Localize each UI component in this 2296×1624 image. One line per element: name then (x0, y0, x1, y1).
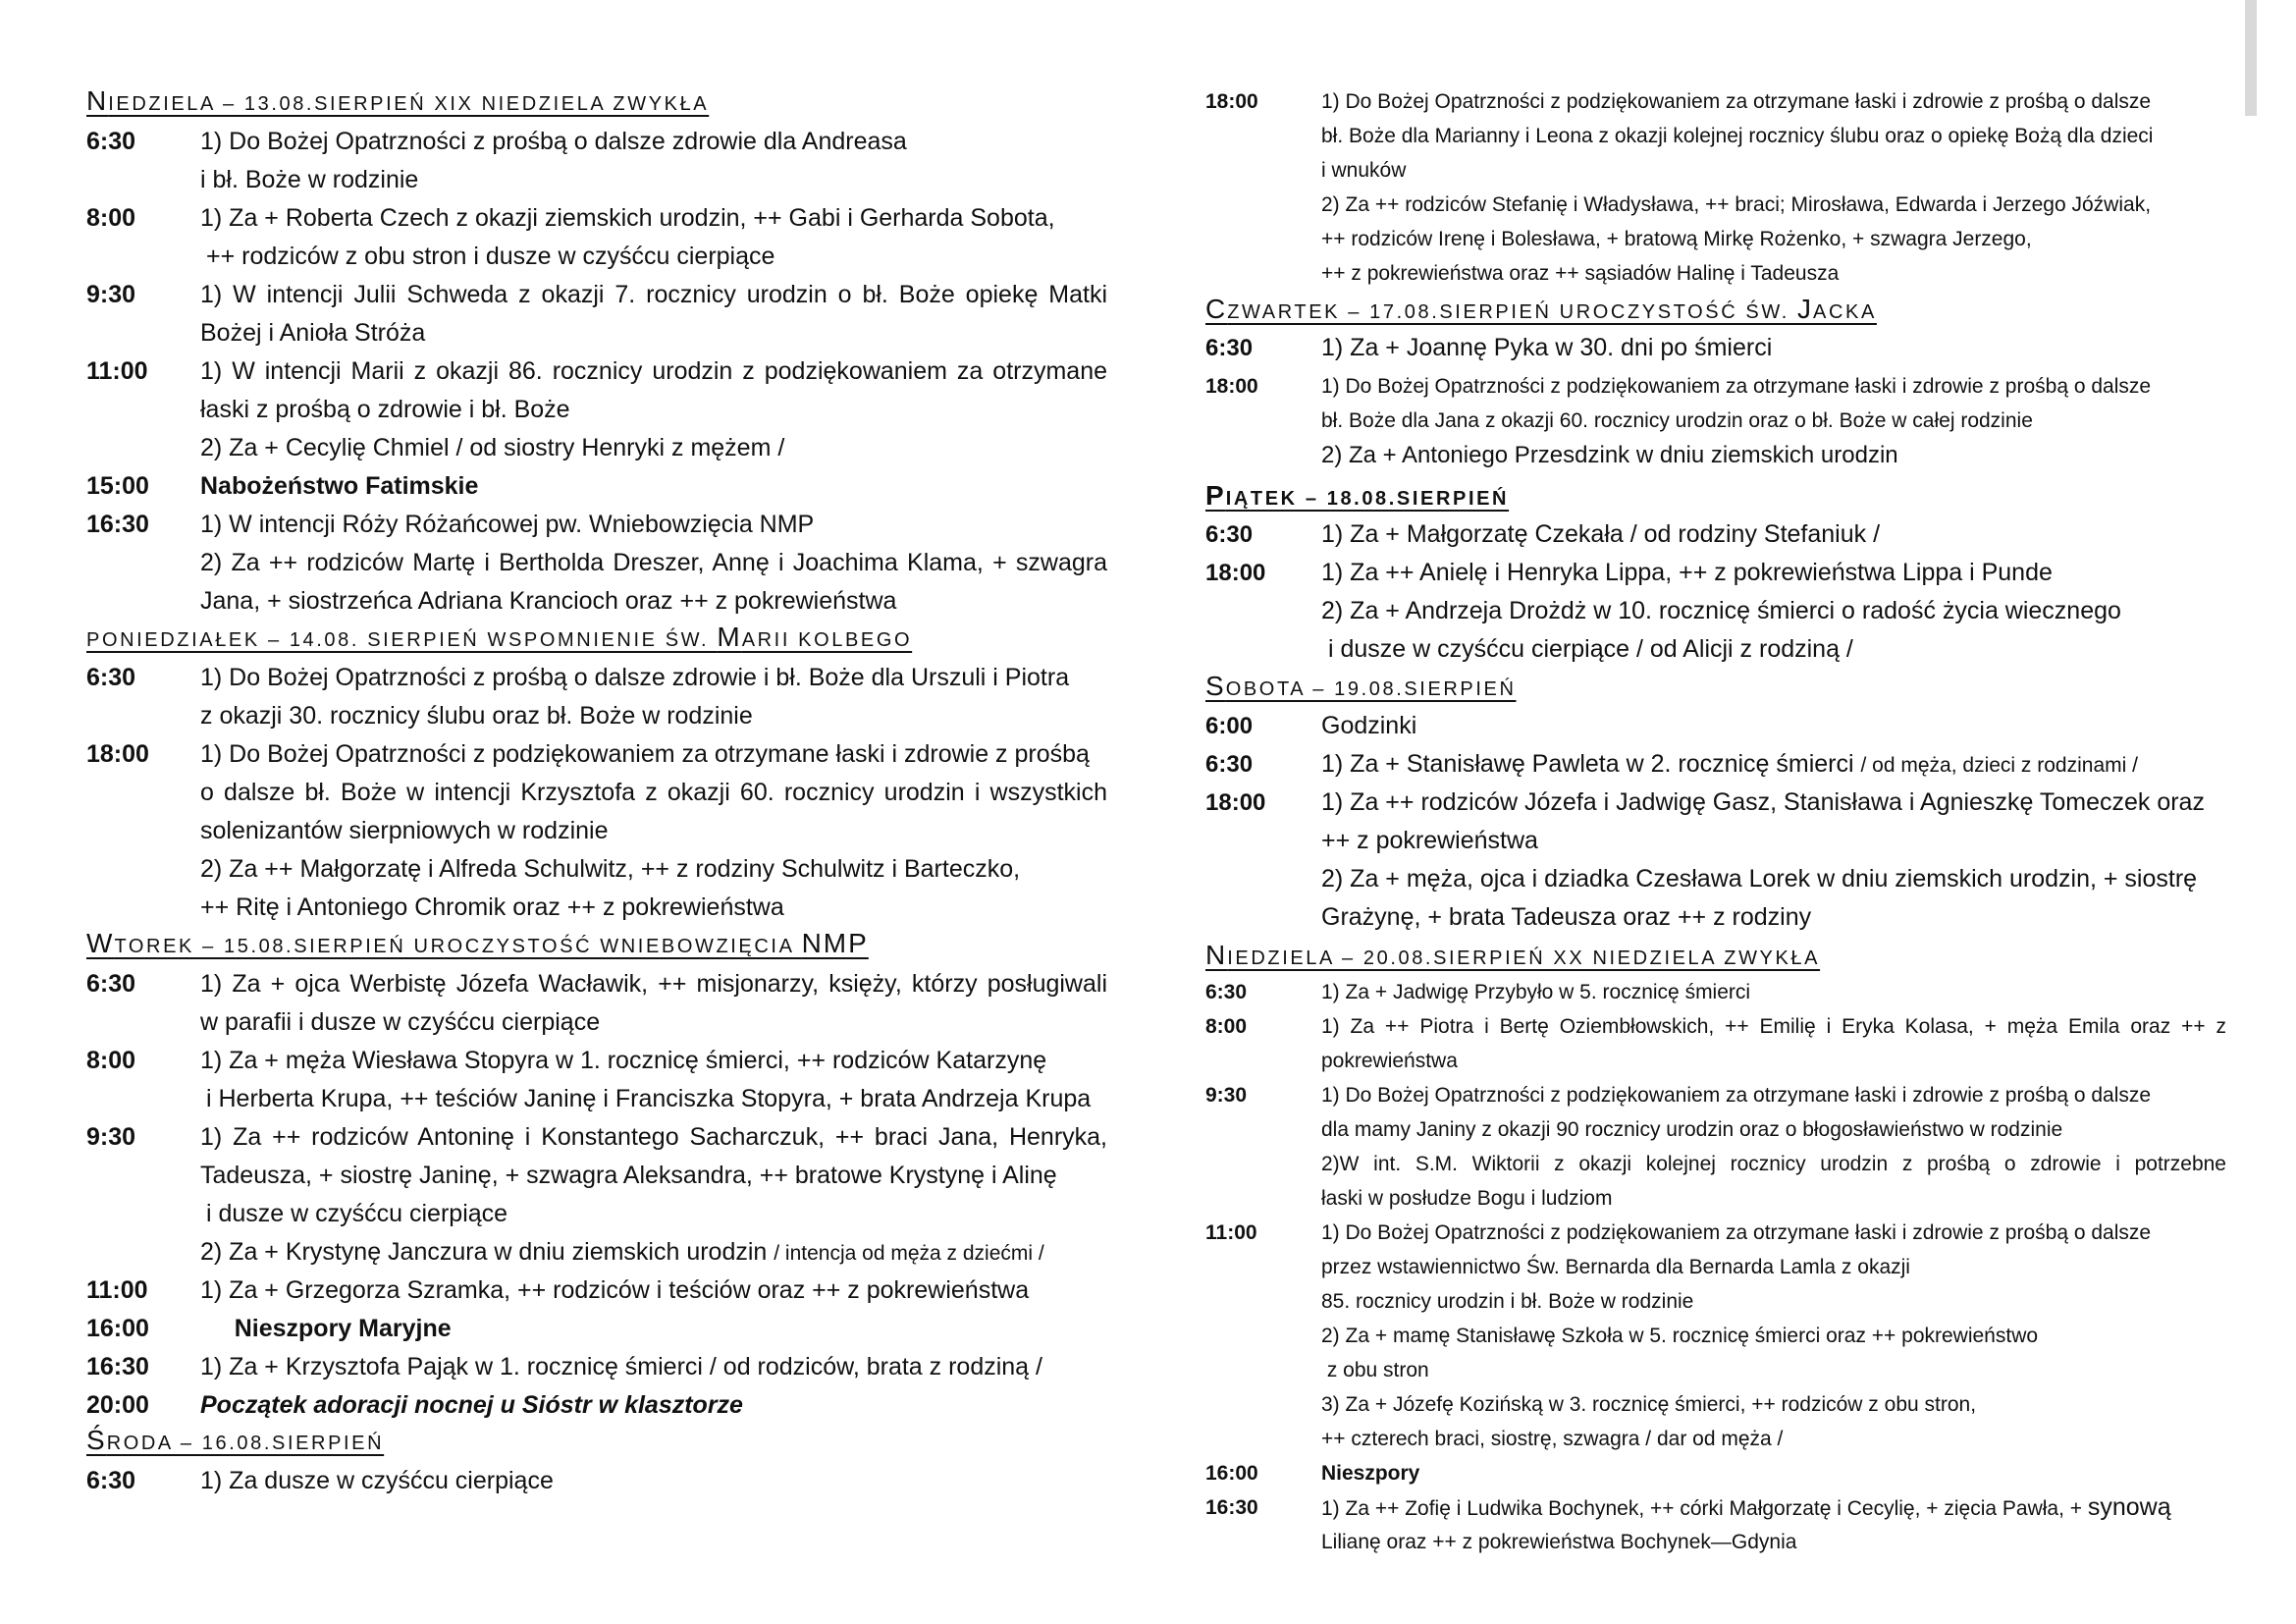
mass-time: 6:30 (1205, 751, 1254, 778)
intention-line: w parafii i dusze w czyśćcu cierpiące (200, 1008, 601, 1036)
service-name: Nieszpory Maryjne (200, 1315, 452, 1342)
day-heading-saturday-19: SOBOTA – 19.08.SIERPIEŃ (1205, 671, 1517, 701)
service-name: Początek adoracji nocnej u Sióstr w klasztorze (200, 1391, 743, 1419)
intention-line: przez wstawiennictwo Św. Bernarda dla Bernarda Lamla z okazji (1321, 1256, 1910, 1278)
intention-line: 2)W int. S.M. Wiktorii z okazji kolejnej rocznicy urodzin z prośbą o zdrowie i potrzebne (1321, 1153, 2226, 1175)
mass-time: 11:00 (1205, 1221, 1257, 1244)
intention-line: 2) Za + Andrzeja Drożdż w 10. rocznicę śmierci o radość życia wiecznego (1321, 597, 2121, 624)
mass-time: 9:30 (86, 1123, 136, 1151)
intention-line: 1) Za ++ rodziców Antoninę i Konstantego Sacharczuk, ++ braci Jana, Henryka, (200, 1123, 1107, 1151)
intention-line: i Herberta Krupa, ++ teściów Janinę i Franciszka Stopyra, + brata Andrzeja Krupa (206, 1085, 1092, 1112)
mass-time: 18:00 (1205, 560, 1266, 586)
mass-time: 18:00 (1205, 789, 1266, 816)
intention-line: 2) Za + mamę Stanisławę Szkoła w 5. rocznicę śmierci oraz ++ pokrewieństwo (1321, 1325, 2039, 1347)
mass-time: 11:00 (86, 1276, 148, 1304)
intention-line: solenizantów sierpniowych w rodzinie (200, 817, 609, 844)
day-heading-tuesday-15: WTOREK – 15.08.SIERPIEŃ UROCZYSTOŚĆ WNIEBOWZIĘCIA NMP (86, 928, 869, 958)
mass-time: 15:00 (86, 472, 149, 500)
intention-line: ++ rodziców Irenę i Bolesława, + bratową Mirkę Rożenko, + szwagra Jerzego, (1321, 228, 2032, 250)
intention-line: 1) Do Bożej Opatrzności z prośbą o dalsze zdrowie i bł. Boże dla Urszuli i Piotra (200, 664, 1070, 691)
intention-line: 85. rocznicy urodzin i bł. Boże w rodzinie (1321, 1290, 1694, 1313)
day-heading-wednesday-16: ŚRODA – 16.08.SIERPIEŃ (86, 1425, 385, 1455)
intention-line: 1) Za + ojca Werbistę Józefa Wacławik, ++ misjonarzy, księży, którzy posługiwali (200, 970, 1107, 998)
service-name: Godzinki (1321, 712, 1417, 739)
intention-line: z okazji 30. rocznicy ślubu oraz bł. Boże w rodzinie (200, 702, 753, 730)
intention-line: 2) Za + Antoniego Przesdzink w dniu ziemskich urodzin (1321, 442, 1898, 468)
intention-line: 2) Za + Cecylię Chmiel / od siostry Henryki z mężem / (200, 434, 785, 461)
intention-line: 2) Za + męża, ojca i dziadka Czesława Lorek w dniu ziemskich urodzin, + siostrę (1321, 865, 2198, 893)
mass-time: 20:00 (86, 1391, 149, 1419)
mass-time: 18:00 (86, 740, 149, 768)
intention-line: 2) Za ++ Małgorzatę i Alfreda Schulwitz, ++ z rodziny Schulwitz i Barteczko, (200, 855, 1021, 883)
intention-line: 2) Za ++ rodziców Martę i Bertholda Dreszer, Annę i Joachima Klama, + szwagra (200, 549, 1107, 576)
intention-line: 1) Do Bożej Opatrzności z prośbą o dalsze zdrowie dla Andreasa (200, 128, 907, 155)
mass-time: 16:00 (86, 1315, 149, 1342)
mass-time: 16:30 (86, 1353, 149, 1380)
intention-line: Jana, + siostrzeńca Adriana Krancioch oraz ++ z pokrewieństwa (200, 587, 897, 615)
intention-line: 2) Za + Krystynę Janczura w dniu ziemskich urodzin / intencja od męża z dziećmi / (200, 1238, 1044, 1266)
intention-line: 1) Za + Małgorzatę Czekała / od rodziny Stefaniuk / (1321, 520, 1881, 548)
mass-time: 6:30 (86, 1467, 136, 1494)
mass-time: 18:00 (1205, 375, 1258, 398)
mass-time: 6:30 (1205, 981, 1248, 1003)
intention-line: 1) Do Bożej Opatrzności z podziękowaniem za otrzymane łaski i zdrowie z prośbą o dalsze (1321, 90, 2152, 113)
mass-time: 8:00 (86, 204, 136, 232)
intention-line: 1) W intencji Marii z okazji 86. rocznicy urodzin z podziękowaniem za otrzymane (200, 357, 1107, 385)
vertical-scrollbar[interactable] (2245, 0, 2257, 116)
intention-line: łaski w posłudze Bogu i ludziom (1321, 1187, 1613, 1210)
intention-line: bł. Boże dla Marianny i Leona z okazji kolejnej rocznicy ślubu oraz o opiekę Bożą dla dzieci (1321, 125, 2154, 147)
intention-line: 3) Za + Józefę Kozińską w 3. rocznicę śmierci, ++ rodziców z obu stron, (1321, 1393, 1977, 1416)
intention-line: 1) Za + Joannę Pyka w 30. dni po śmierci (1321, 334, 1773, 361)
mass-time: 6:30 (86, 970, 136, 998)
intention-line: 2) Za ++ rodziców Stefanię i Władysława, ++ braci; Mirosława, Edwarda i Jerzego Jóźwiak, (1321, 193, 2152, 216)
intention-line: i bł. Boże w rodzinie (200, 166, 419, 193)
mass-time: 6:30 (1205, 335, 1254, 361)
intention-line: z obu stron (1321, 1359, 1429, 1381)
intention-line: 1) Za + Jadwigę Przybyło w 5. rocznicę śmierci (1321, 981, 1751, 1003)
intention-line: pokrewieństwa (1321, 1050, 1458, 1072)
intention-line: dla mamy Janiny z okazji 90 rocznicy urodzin oraz o błogosławieństwo w rodzinie (1321, 1118, 2063, 1141)
mass-time: 8:00 (1205, 1015, 1248, 1038)
intention-line: bł. Boże dla Jana z okazji 60. rocznicy urodzin oraz o bł. Boże w całej rodzinie (1321, 409, 2033, 432)
intention-line: 1) Za + Grzegorza Szramka, ++ rodziców i teściów oraz ++ z pokrewieństwa (200, 1276, 1030, 1304)
intention-line: Lilianę oraz ++ z pokrewieństwa Bochynek—Gdynia (1321, 1531, 1797, 1553)
mass-time: 6:30 (86, 128, 136, 155)
intention-line: Grażynę, + brata Tadeusza oraz ++ z rodziny (1321, 903, 1812, 931)
mass-time: 16:30 (86, 511, 149, 538)
mass-time: 18:00 (1205, 90, 1258, 113)
service-name: Nieszpory (1321, 1462, 1420, 1485)
mass-time: 9:30 (86, 281, 136, 308)
intention-line: o dalsze bł. Boże w intencji Krzysztofa z okazji 60. rocznicy urodzin i wszystkich (200, 779, 1107, 806)
day-heading-sunday-20: NIEDZIELA – 20.08.SIERPIEŃ XX NIEDZIELA ZWYKŁA (1205, 940, 1821, 970)
intention-line: ++ Ritę i Antoniego Chromik oraz ++ z pokrewieństwa (200, 893, 784, 921)
day-heading-thursday-17: CZWARTEK – 17.08.SIERPIEŃ UROCZYSTOŚĆ ŚW. JACKA (1205, 294, 1877, 324)
intention-line: 1) Za ++ Piotra i Bertę Oziembłowskich, ++ Emilię i Eryka Kolasa, + męża Emila oraz ++ z (1321, 1015, 2226, 1038)
intention-line: 1) Do Bożej Opatrzności z podziękowaniem za otrzymane łaski i zdrowie z prośbą o dalsze (1321, 375, 2152, 398)
day-heading-monday-14: PONIEDZIAŁEK – 14.08. SIERPIEŃ WSPOMNIENIE ŚW. MARII KOLBEGO (86, 622, 913, 652)
mass-time: 6:00 (1205, 713, 1254, 739)
intention-line: 1) Za ++ Anielę i Henryka Lippa, ++ z pokrewieństwa Lippa i Punde (1321, 559, 2053, 586)
intention-line: 1) W intencji Julii Schweda z okazji 7. rocznicy urodzin o bł. Boże opiekę Matki (200, 281, 1107, 308)
mass-time: 6:30 (86, 664, 136, 691)
mass-time: 6:30 (1205, 521, 1254, 548)
intention-line: 1) Do Bożej Opatrzności z podziękowaniem za otrzymane łaski i zdrowie z prośbą (200, 740, 1090, 768)
mass-time: 9:30 (1205, 1084, 1248, 1107)
mass-time: 8:00 (86, 1047, 136, 1074)
intention-line: łaski z prośbą o zdrowie i bł. Boże (200, 396, 570, 423)
service-name: Nabożeństwo Fatimskie (200, 472, 479, 500)
mass-time: 11:00 (86, 357, 148, 385)
intention-line: i wnuków (1321, 159, 1407, 182)
intention-line: i dusze w czyśćcu cierpiące / od Alicji z rodziną / (1321, 635, 1853, 663)
day-heading-friday-18: PIĄTEK – 18.08.SIERPIEŃ (1205, 480, 1510, 511)
intention-line: 1) Za + Roberta Czech z okazji ziemskich urodzin, ++ Gabi i Gerharda Sobota, (200, 204, 1055, 232)
intention-line: Bożej i Anioła Stróża (200, 319, 426, 347)
intention-line: 1) W intencji Róży Różańcowej pw. Wniebowzięcia NMP (200, 511, 815, 538)
intention-line: 1) Do Bożej Opatrzności z podziękowaniem za otrzymane łaski i zdrowie z prośbą o dalsze (1321, 1221, 2152, 1244)
intention-line: Tadeusza, + siostrę Janinę, + szwagra Aleksandra, ++ bratowe Krystynę i Alinę (200, 1162, 1057, 1189)
intention-line: ++ z pokrewieństwa oraz ++ sąsiadów Halinę i Tadeusza (1321, 262, 1840, 285)
mass-time: 16:30 (1205, 1496, 1258, 1519)
mass-time: 16:00 (1205, 1462, 1258, 1485)
intention-line: 1) Za dusze w czyśćcu cierpiące (200, 1467, 554, 1494)
intention-line: i dusze w czyśćcu cierpiące (206, 1200, 508, 1227)
intention-line: ++ rodziców z obu stron i dusze w czyśćcu cierpiące (206, 243, 775, 270)
intention-line: ++ czterech braci, siostrę, szwagra / dar od męża / (1321, 1428, 1784, 1450)
intention-line: 1) Za + Stanisławę Pawleta w 2. rocznicę śmierci / od męża, dzieci z rodzinami / (1321, 750, 2138, 778)
intention-line: 1) Za ++ rodziców Józefa i Jadwigę Gasz, Stanisława i Agnieszkę Tomeczek oraz (1321, 788, 2205, 816)
intention-line: ++ z pokrewieństwa (1321, 827, 1538, 854)
day-heading-sunday-13: NIEDZIELA – 13.08.SIERPIEŃ XIX NIEDZIELA ZWYKŁA (86, 85, 710, 116)
intention-line: 1) Za ++ Zofię i Ludwika Bochynek, ++ córki Małgorzatę i Cecylię, + zięcia Pawła, + synową (1321, 1493, 2171, 1521)
intention-line: 1) Za + męża Wiesława Stopyra w 1. rocznicę śmierci, ++ rodziców Katarzynę (200, 1047, 1047, 1074)
intention-line: 1) Do Bożej Opatrzności z podziękowaniem za otrzymane łaski i zdrowie z prośbą o dalsze (1321, 1084, 2152, 1107)
intention-line: 1) Za + Krzysztofa Pająk w 1. rocznicę śmierci / od rodziców, brata z rodziną / (200, 1353, 1042, 1380)
